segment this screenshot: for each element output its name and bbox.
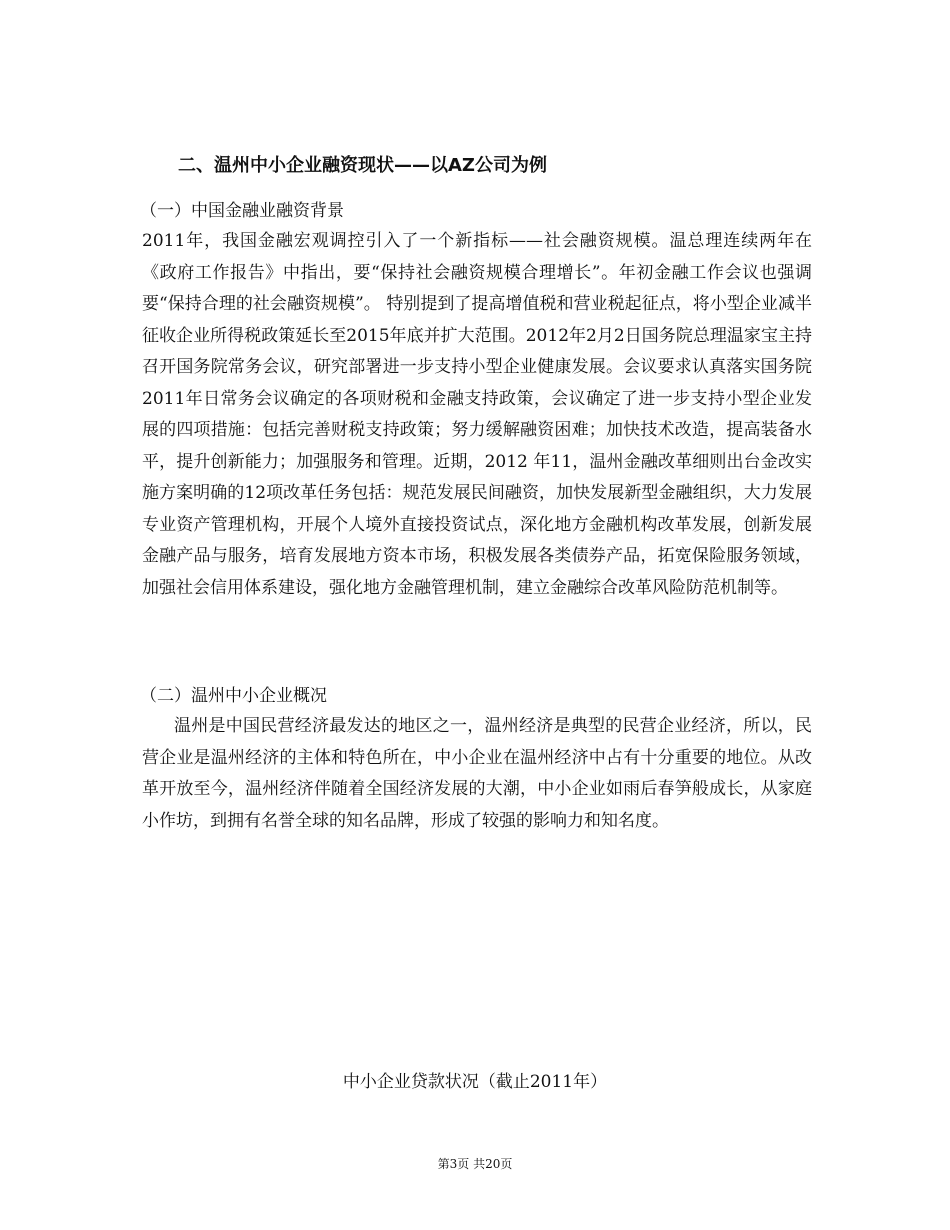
subsection-paragraph-2: 温州是中国民营经济最发达的地区之一，温州经济是典型的民营企业经济，所以，民营企业是温州经济的主体和特色所在，中小企业在温州经济中占有十分重要的地位。从改革开放至今，温州经济伴随着全国经济发展的大潮，中小企业如雨后春笋般成长，从家庭小作坊，到拥有名誉全球的知名品牌，形成了较强的影响力和知名度。 bbox=[142, 716, 812, 831]
subsection-paragraph-1: 2011年，我国金融宏观调控引入了一个新指标——社会融资规模。温总理连续两年在《政府工作报告》中指出，要“保持社会融资规模合理增长”。年初金融工作会议也强调要“保持合理的社会融资规模”。 特别提到了提高增值税和营业税起征点，将小型企业减半征收企业所得税政策延长至2015年底并扩大范围。2012年2月2日国务院总理温家宝主持召开国务院常务会议，研究部署进一步支持小型企业健康发展。会议要求认真落实国务院2011年日常务会议确定的各项财税和金融支持政策，会议确定了进一步支持小型企业发展的四项措施：包括完善财税支持政策；努力缓解融资困难；加快技术改造，提高装备水平，提升创新能力；加强服务和管理。近期，2012 年11，温州金融改革细则出台金改实施方案明确的12项改革任务包括：规范发展民间融资，加快发展新型金融组织，大力发展专业资产管理机构，开展个人境外直接投资试点，深化地方金融机构改革发展，创新发展金融产品与服务，培育发展地方资本市场，积极发展各类债券产品，拓宽保险服务领域，加强社会信用体系建设，强化地方金融管理机制，建立金融综合改革风险防范机制等。 bbox=[142, 231, 812, 598]
subsection-heading-1: （一）中国金融业融资背景 bbox=[140, 201, 344, 221]
figure-caption: 中小企业贷款状况（截止2011年） bbox=[342, 1072, 608, 1092]
section-title: 二、温州中小企业融资现状——以AZ公司为例 bbox=[178, 155, 547, 176]
page-number-footer: 第3页 共20页 bbox=[437, 1157, 513, 1171]
subsection-heading-2: （二）温州中小企业概况 bbox=[140, 686, 327, 706]
